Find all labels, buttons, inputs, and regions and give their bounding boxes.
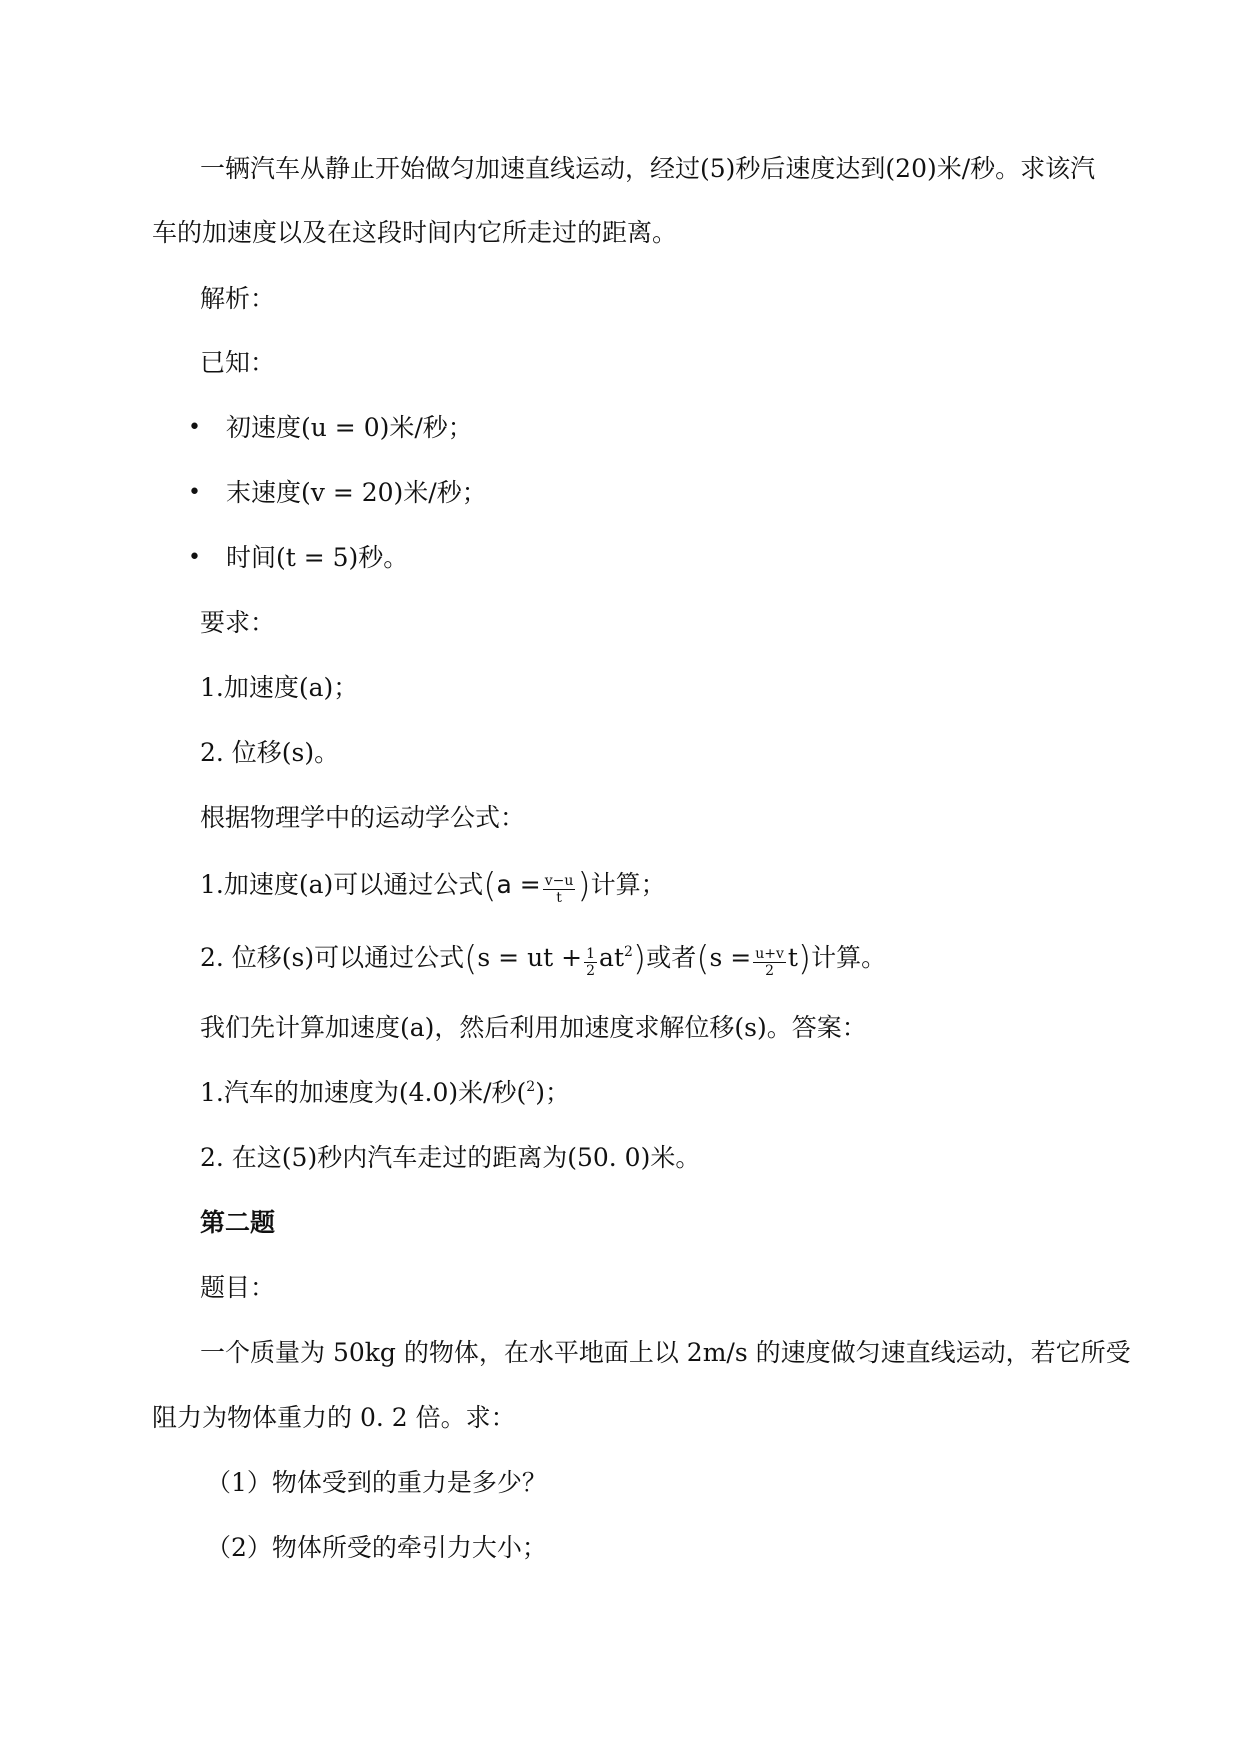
- formula-intro: 根据物理学中的运动学公式：: [200, 803, 526, 832]
- left-paren: (: [696, 939, 710, 979]
- formula2-average-numerator: u+v: [755, 946, 784, 962]
- known-item-initial-velocity: 初速度(u = 0)米/秒；: [226, 413, 473, 442]
- known-label: 已知：: [200, 348, 276, 377]
- formula2-part3: s =: [709, 943, 752, 972]
- left-paren: (: [464, 939, 478, 979]
- formula2-part4: t: [787, 943, 798, 972]
- right-paren: ): [632, 939, 647, 979]
- answer1-prefix: 1.汽车的加速度为(4.0)米/秒(: [200, 1078, 527, 1107]
- problem2-question1: （1）物体受到的重力是多少？: [206, 1468, 547, 1497]
- formula2-line: [200, 941, 886, 979]
- required-displacement: 2. 位移(s)。: [200, 738, 340, 767]
- left-paren: (: [483, 866, 497, 906]
- problem2-statement-line1: 一个质量为 50kg 的物体，在水平地面上以 2m/s 的速度做匀速直线运动，若它所受: [200, 1338, 1131, 1367]
- answer-displacement: 2. 在这(5)秒内汽车走过的距离为(50. 0)米。: [200, 1143, 701, 1172]
- bullet-icon: •: [188, 415, 201, 440]
- right-paren: ): [797, 939, 812, 979]
- formula2-average-fraction: [753, 946, 786, 979]
- formula1-line: [200, 868, 666, 906]
- problem1-statement-line1: 一辆汽车从静止开始做匀加速直线运动，经过(5)秒后速度达到(20)米/秒。求该汽: [200, 154, 1096, 183]
- formula2-half-denominator: 2: [586, 963, 596, 979]
- bullet-icon: •: [188, 545, 201, 570]
- problem2-title-label: 题目：: [200, 1273, 276, 1302]
- problem2-heading: 第二题: [200, 1208, 276, 1237]
- formula1-numerator: v−u: [544, 873, 574, 889]
- answer-acceleration: [200, 1076, 570, 1110]
- formula2-suffix: 计算。: [811, 943, 887, 972]
- right-paren: ): [577, 866, 591, 906]
- formula2-connector: 或者: [646, 943, 697, 972]
- known-item-final-velocity: 末速度(v = 20)米/秒；: [226, 478, 487, 507]
- formula2-half-fraction: [584, 946, 597, 979]
- formula1-lhs: a =: [496, 870, 541, 899]
- problem2-question2: （2）物体所受的牵引力大小；: [206, 1533, 547, 1562]
- formula1-prefix: 1.加速度(a)可以通过公式: [200, 870, 484, 899]
- problem1-statement-line2: 车的加速度以及在这段时间内它所走过的距离。: [152, 218, 678, 247]
- formula2-part2: at: [599, 943, 624, 972]
- bullet-icon: •: [188, 480, 201, 505]
- answer1-exponent: 2: [526, 1079, 536, 1095]
- formula2-exponent: 2: [624, 944, 633, 960]
- formula2-part1: s = ut +: [477, 943, 583, 972]
- formula2-prefix: 2. 位移(s)可以通过公式: [200, 943, 465, 972]
- solution-plan: 我们先计算加速度(a)，然后利用加速度求解位移(s)。答案：: [200, 1013, 867, 1042]
- formula1-suffix: 计算；: [590, 870, 666, 899]
- required-acceleration: 1.加速度(a)；: [200, 673, 359, 702]
- formula2-average-denominator: 2: [765, 963, 774, 979]
- formula1-denominator: t: [556, 890, 562, 906]
- answer1-suffix: )；: [535, 1078, 570, 1107]
- analysis-label: 解析：: [200, 284, 276, 313]
- known-item-time: 时间(t = 5)秒。: [226, 543, 409, 572]
- required-label: 要求：: [200, 608, 276, 637]
- problem2-statement-line2: 阻力为物体重力的 0. 2 倍。求：: [152, 1403, 516, 1432]
- formula2-half-numerator: 1: [586, 946, 596, 962]
- formula1-fraction: [543, 873, 576, 906]
